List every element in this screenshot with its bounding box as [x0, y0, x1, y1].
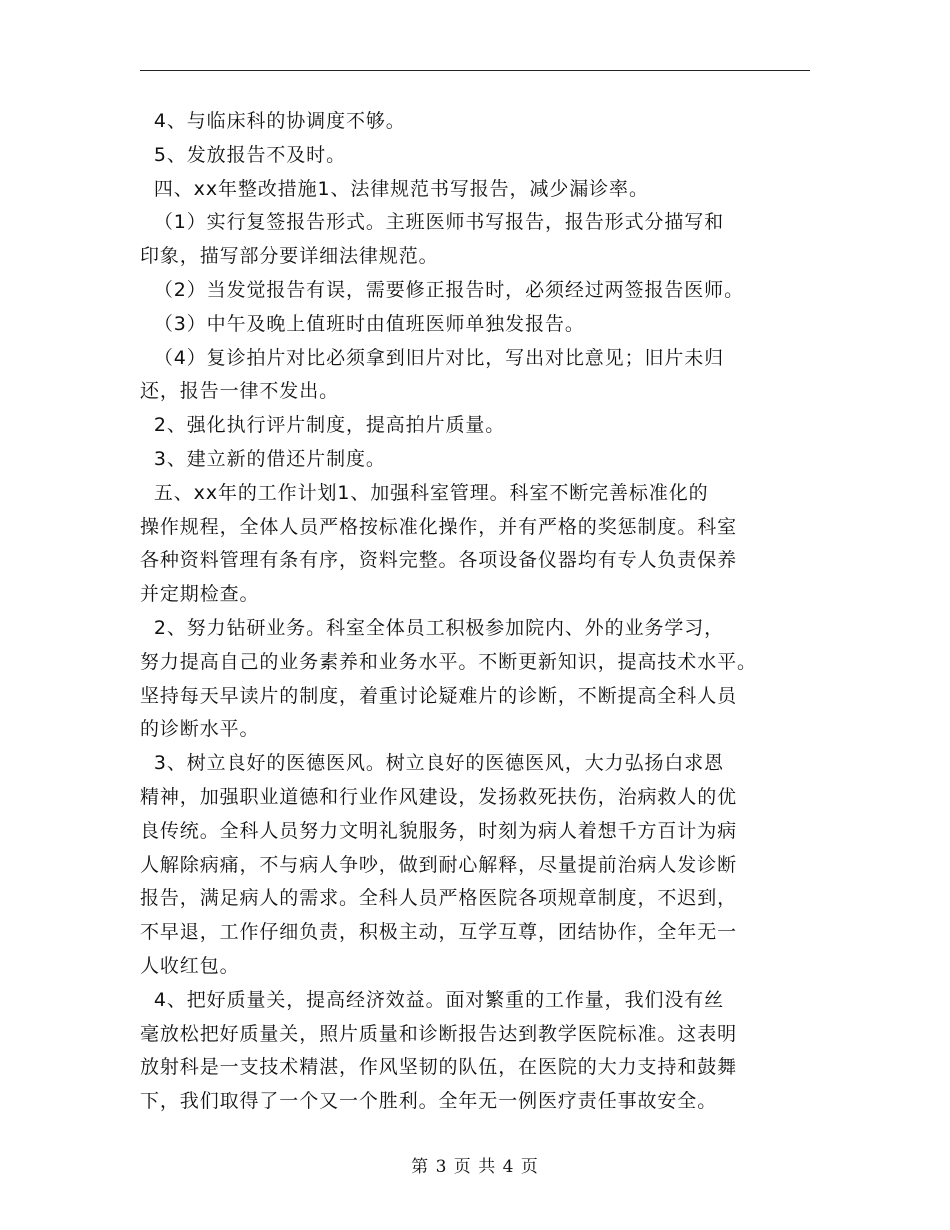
- text-line: （4）复诊拍片对比必须拿到旧片对比，写出对比意见；旧片未归: [140, 346, 725, 369]
- text-line: （3）中午及晚上值班时由值班医师单独发报告。: [140, 312, 585, 335]
- text-line: 四、xx年整改措施1、法律规范书写报告，减少漏诊率。: [140, 177, 649, 200]
- text-line: 努力提高自己的业务素养和业务水平。不断更新知识，提高技术水平。: [140, 650, 757, 673]
- text-line: 各种资料管理有条有序，资料完整。各项设备仪器均有专人负责保养: [140, 549, 738, 572]
- text-line: 2、强化执行评片制度，提高拍片质量。: [140, 414, 506, 437]
- text-line: 放射科是一支技术精湛，作风坚韧的队伍，在医院的大力支持和鼓舞: [140, 1056, 738, 1079]
- text-line: 不早退，工作仔细负责，积极主动，互学互尊，团结协作，全年无一: [140, 921, 738, 944]
- text-line: 4、把好质量关，提高经济效益。面对繁重的工作量，我们没有丝: [140, 988, 725, 1011]
- text-line: 毫放松把好质量关，照片质量和诊断报告达到教学医院标准。这表明: [140, 1022, 738, 1045]
- text-line: 3、建立新的借还片制度。: [140, 447, 386, 470]
- text-line: 操作规程，全体人员严格按标准化操作，并有严格的奖惩制度。科室: [140, 515, 738, 538]
- text-line: 精神，加强职业道德和行业作风建设，发扬救死扶伤，治病救人的优: [140, 785, 738, 808]
- text-line: 5、发放报告不及时。: [140, 143, 346, 166]
- header-rule: [140, 70, 810, 71]
- text-line: （2）当发觉报告有误，需要修正报告时，必须经过两签报告医师。: [140, 278, 744, 301]
- text-line: 人解除病痛，不与病人争吵，做到耐心解释，尽量提前治病人发诊断: [140, 853, 738, 876]
- document-body: [140, 105, 820, 1119]
- text-line: 3、树立良好的医德医风。树立良好的医德医风，大力弘扬白求恩: [140, 752, 725, 775]
- text-line: 2、努力钻研业务。科室全体员工积极参加院内、外的业务学习，: [140, 616, 725, 639]
- text-line: 印象，描写部分要详细法律规范。: [140, 245, 439, 268]
- text-line: （1）实行复签报告形式。主班医师书写报告，报告形式分描写和: [140, 211, 725, 234]
- text-line: 坚持每天早读片的制度，着重讨论疑难片的诊断，不断提高全科人员: [140, 684, 738, 707]
- text-line: 的诊断水平。: [140, 718, 260, 741]
- text-line: 4、与临床科的协调度不够。: [140, 110, 406, 132]
- text-line: 五、xx年的工作计划1、加强科室管理。科室不断完善标准化的: [140, 481, 709, 504]
- text-line: 良传统。全科人员努力文明礼貌服务，时刻为病人着想千方百计为病: [140, 819, 738, 842]
- text-line: 并定期检查。: [140, 583, 260, 606]
- text-line: 还，报告一律不发出。: [140, 380, 340, 403]
- text-line: 报告，满足病人的需求。全科人员严格医院各项规章制度，不迟到，: [140, 887, 738, 910]
- text-line: 人收红包。: [140, 954, 240, 977]
- text-line: 下，我们取得了一个又一个胜利。全年无一例医疗责任事故安全。: [140, 1090, 718, 1113]
- page-number-footer: 第 3 页 共 4 页: [411, 1157, 539, 1177]
